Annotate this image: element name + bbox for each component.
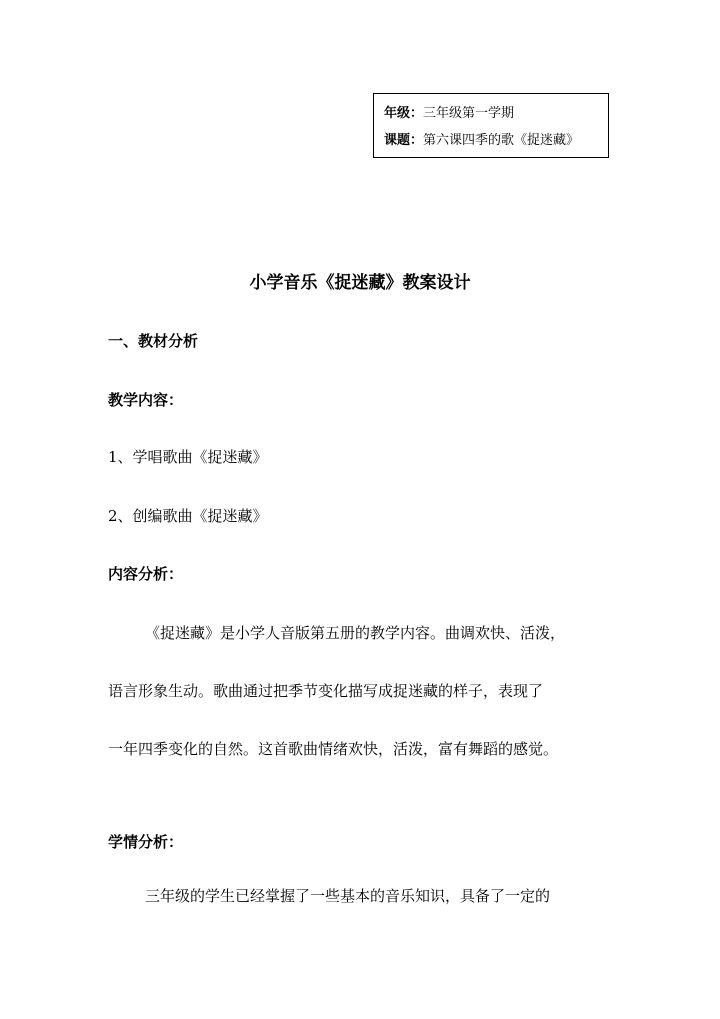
student-analysis-heading: 学情分析：: [108, 833, 184, 851]
student-analysis-line-1: 三年级的学生已经掌握了一些基本的音乐知识，具备了一定的: [145, 887, 551, 905]
topic-value: 第六课四季的歌《捉迷藏》: [423, 133, 580, 148]
course-info-box: [373, 93, 609, 158]
grade-row: [384, 100, 608, 127]
analysis-line-2: 语言形象生动。歌曲通过把季节变化描写成捉迷藏的样子，表现了: [108, 682, 544, 700]
analysis-line-3: 一年四季变化的自然。这首歌曲情绪欢快，活泼，富有舞蹈的感觉。: [108, 740, 559, 758]
content-analysis-heading: 内容分析：: [108, 565, 184, 583]
document-title: 小学音乐《捉迷藏》教案设计: [249, 273, 471, 293]
grade-value: 三年级第一学期: [423, 106, 515, 121]
analysis-line-1: 《捉迷藏》是小学人音版第五册的教学内容。曲调欢快、活泼，: [145, 624, 566, 642]
topic-label: 课题：: [384, 133, 424, 148]
section-heading-materials: 一、教材分析: [108, 332, 199, 350]
content-item-1: 1、学唱歌曲《捉迷藏》: [108, 448, 268, 466]
topic-row: [384, 127, 608, 154]
grade-label: 年级：: [384, 106, 424, 121]
teaching-content-heading: 教学内容：: [108, 391, 184, 409]
content-item-2: 2、创编歌曲《捉迷藏》: [108, 507, 268, 525]
